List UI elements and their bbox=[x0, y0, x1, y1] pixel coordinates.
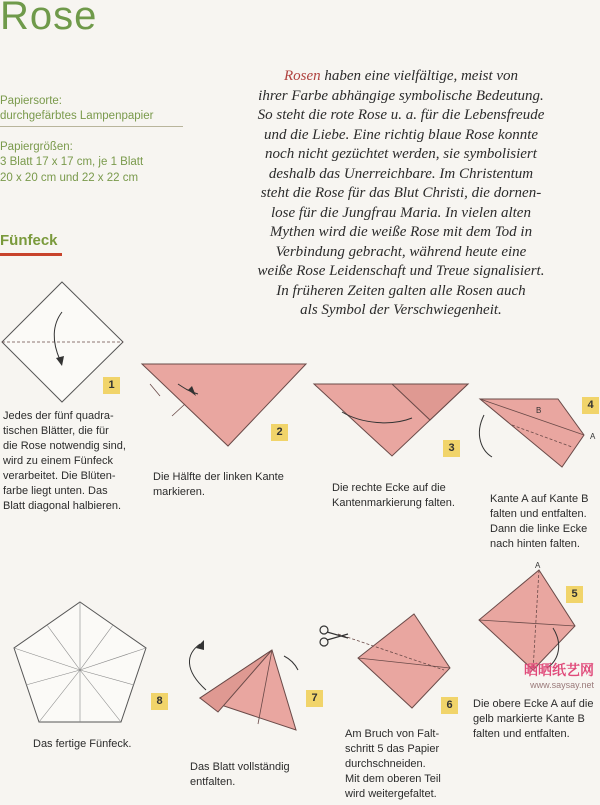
intro-line-3: und die Liebe. Eine richtig blaue Rose konnte bbox=[263, 126, 539, 143]
page-title: Rose bbox=[0, 0, 98, 38]
intro-line-6: steht die Rose für das Blut Christi, die dornen- bbox=[260, 185, 542, 201]
step5-caption: Die obere Ecke A auf die gelb markierte Kante B falten und entfalten. bbox=[473, 698, 594, 740]
step3-badge: 3 bbox=[443, 440, 460, 457]
intro-line-11: In früheren Zeiten galten alle Rosen auch bbox=[276, 282, 526, 299]
step4-caption: Kante A auf Kante B falten und entfalten. Dann die linke Ecke nach hinten falten. bbox=[490, 493, 589, 550]
intro-line-8: Mythen wird die weiße Rose mit dem Tod in bbox=[269, 224, 533, 240]
step7-caption: Das Blatt vollständig entfalten. bbox=[190, 761, 290, 788]
intro-line-2: So steht die rote Rose u. a. für die Lebensfreude bbox=[257, 107, 545, 123]
step2-badge: 2 bbox=[271, 424, 288, 441]
step1-caption: Jedes der fünf quadra- tischen Blätter, die für die Rose notwendig sind, wird zu einem Fünfeck verarbeitet. Die Blüten- farbe liegt unten. Das Blatt diagonal halbieren. bbox=[3, 410, 126, 512]
paper-size-line2: 20 x 20 cm und 22 x 22 cm bbox=[0, 172, 139, 184]
step8-diagram bbox=[10, 598, 150, 726]
intro-highlight: Rosen bbox=[283, 68, 321, 84]
paper-size-label: Papiergrößen: bbox=[0, 141, 73, 153]
step6-badge: 6 bbox=[441, 697, 458, 714]
section-underline bbox=[0, 253, 62, 256]
watermark-logo: 晒晒纸艺网 bbox=[524, 662, 594, 678]
step5-badge: 5 bbox=[566, 586, 583, 603]
intro-line-12: als Symbol der Verschwiegenheit. bbox=[300, 302, 502, 318]
step5-label-a: A bbox=[535, 561, 541, 570]
step4-badge: 4 bbox=[582, 397, 599, 414]
paper-type-value: durchgefärbtes Lampenpapier bbox=[0, 110, 154, 122]
step5-diagram bbox=[475, 560, 585, 675]
step4-label-a: A bbox=[590, 432, 596, 441]
paper-type-label: Papiersorte: bbox=[0, 95, 63, 107]
step3-caption: Die rechte Ecke auf die Kantenmarkierung falten. bbox=[332, 482, 455, 509]
step8-caption: Das fertige Fünfeck. bbox=[33, 738, 132, 750]
step4-diagram bbox=[472, 395, 597, 485]
intro-line-7: lose für die Jungfrau Maria. In vielen alten bbox=[271, 204, 531, 221]
intro-line-1: ihrer Farbe abhängige symbolische Bedeutung. bbox=[258, 87, 544, 104]
step6-caption: Am Bruch von Falt- schritt 5 das Papier durchschneiden. Mit dem oberen Teil wird weitergefaltet. bbox=[345, 728, 441, 800]
step7-diagram bbox=[178, 640, 308, 735]
intro-line-9: Verbindung gebracht, während heute eine bbox=[275, 243, 527, 260]
step8-badge: 8 bbox=[151, 693, 168, 710]
meta-divider bbox=[0, 126, 183, 127]
paper-size-line1: 3 Blatt 17 x 17 cm, je 1 Blatt bbox=[0, 156, 144, 168]
intro-line-10: weiße Rose Leidenschaft und Treue signalisiert. bbox=[257, 263, 545, 279]
section-heading: Fünfeck bbox=[0, 232, 58, 249]
step2-caption: Die Hälfte der linken Kante markieren. bbox=[153, 471, 284, 498]
intro-line-4: noch nicht gezüchtet werden, sie symbolisiert bbox=[265, 146, 537, 162]
intro-paragraph bbox=[200, 67, 600, 321]
step4-label-b: B bbox=[536, 406, 542, 415]
watermark-url: www.saysay.net bbox=[530, 680, 594, 690]
step1-badge: 1 bbox=[103, 377, 120, 394]
intro-line-5: deshalb das Unerreichbare. Im Christentum bbox=[268, 165, 534, 182]
step7-badge: 7 bbox=[306, 690, 323, 707]
intro-line-0: Rosen haben eine vielfältige, meist von bbox=[283, 68, 519, 84]
